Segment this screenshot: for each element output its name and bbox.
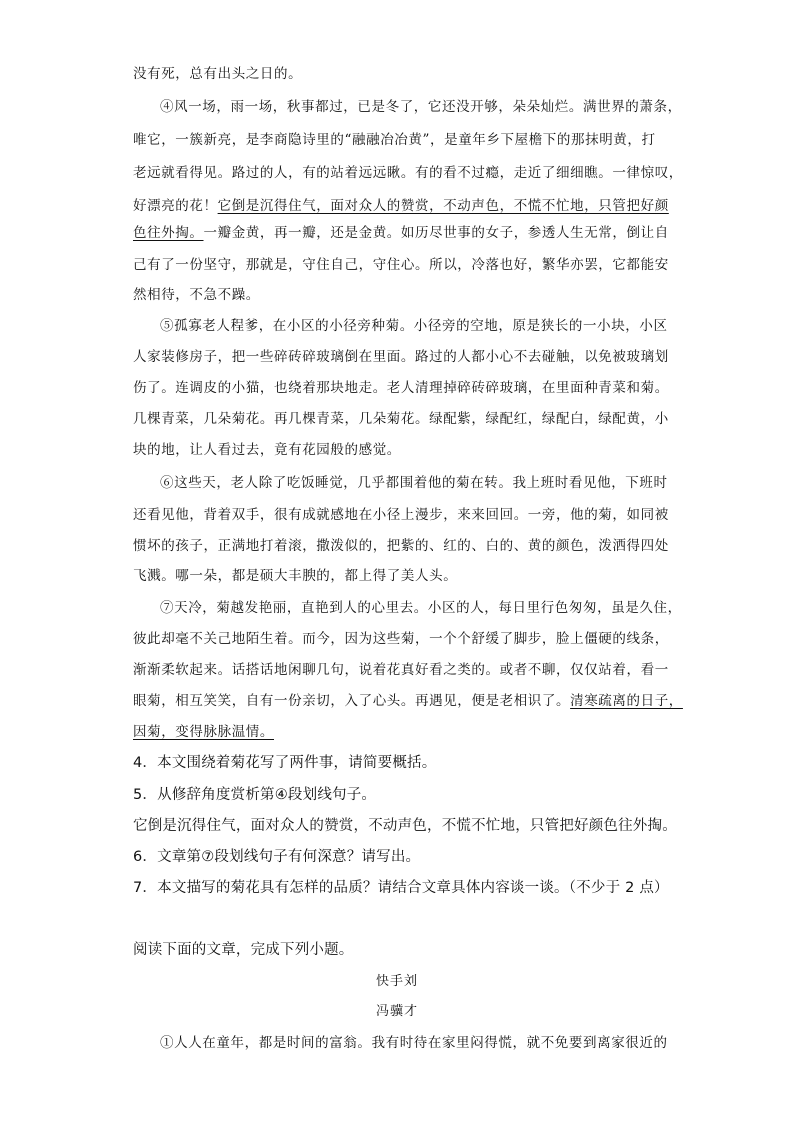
passage-line: 块的地，让人看过去，竟有花园般的感觉。	[133, 442, 401, 458]
passage-line: 彼此却毫不关己地陌生着。而今，因为这些菊，一个个舒缓了脚步，脸上僵硬的线条，	[133, 631, 669, 647]
underlined-sentence-para4-end: 色往外掏。	[133, 225, 204, 241]
passage-line: 渐渐柔软起来。话搭话地闲聊几句，说着花真好看之类的。或者不聊，仅仅站着，看一	[133, 662, 669, 678]
question-7: 7．本文描写的菊花具有怎样的品质？请结合文章具体内容谈一谈。（不少于 2 点）	[133, 880, 669, 896]
passage-text: 一瓣金黄，再一瓣，还是金黄。如历尽世事的女子，参透人生无常，倒让自	[203, 225, 669, 241]
question-5-quote: 它倒是沉得住气，面对众人的赞赏，不动声色，不慌不忙地，只管把好颜色往外掏。	[133, 818, 677, 834]
question-4: 4．本文围绕着菊花写了两件事，请简要概括。	[133, 755, 437, 771]
section-instruction: 阅读下面的文章，完成下列小题。	[133, 942, 354, 958]
passage-line: 没有死，总有出头之日的。	[133, 66, 303, 82]
passage-line: 伤了。连调皮的小猫，也绕着那块地走。老人清理掉碎砖碎玻璃，在里面种青菜和菊。	[133, 380, 669, 396]
passage-line: 人家装修房子，把一些碎砖碎玻璃倒在里面。路过的人都小心不去碰触，以免被玻璃划	[133, 349, 669, 365]
passage-line: ⑥这些天，老人除了吃饭睡觉，几乎都围着他的菊在转。我上班时看见他，下班时	[160, 475, 668, 491]
passage-line	[133, 691, 683, 711]
passage-line: ⑦天冷，菊越发艳丽，直艳到人的心里去。小区的人，每日里行色匆匆，虽是久住，	[160, 600, 682, 616]
article-author: 冯骥才	[375, 1004, 418, 1019]
passage-line: 己有了一份坚守，那就是，守住自己，守住心。所以，冷落也好，繁华亦罢，它都能安	[133, 257, 669, 273]
passage-line	[133, 196, 669, 216]
passage-line: ⑤孤寡老人程爹，在小区的小径旁种菊。小径旁的空地，原是狭长的一小块，小区	[160, 318, 668, 334]
question-6: 6．文章第⑦段划线句子有何深意？请写出。	[133, 849, 421, 865]
passage-line: 老远就看得见。路过的人，有的站着远远瞅。有的看不过瘾，走近了细细瞧。一律惊叹，	[133, 165, 683, 181]
article-title: 快手刘	[375, 974, 418, 989]
underlined-sentence-para7-end: 因菊，变得脉脉温情。	[133, 724, 274, 740]
passage-line: ①人人在童年，都是时间的富翁。我有时待在家里闷得慌，就不免要到离家很近的	[160, 1035, 668, 1051]
underlined-sentence-para4: 它倒是沉得住气，面对众人的赞赏，不动声色，不慌不忙地，只管把好颜	[217, 198, 669, 214]
passage-line: 飞溅。哪一朵，都是硕大丰腴的，都上得了美人头。	[133, 568, 458, 584]
passage-line: 惯坏的孩子，正满地打着滚，撒泼似的，把紫的、红的、白的、黄的颜色，泼洒得四处	[133, 538, 669, 554]
passage-text: 好漂亮的花！	[133, 198, 218, 214]
passage-line: 唯它，一簇新亮，是李商隐诗里的“融融冶冶黄”，是童年乡下屋檐下的那抹明黄，打	[133, 132, 656, 148]
passage-line: 然相待，不急不躁。	[133, 287, 260, 303]
passage-text: 眼菊，相互笑笑，自有一份亲切，入了心头。再遇见，便是老相识了。	[133, 693, 571, 709]
passage-line: ④风一场，雨一场，秋事都过，已是冬了，它还没开够，朵朵灿烂。满世界的萧条，	[160, 99, 682, 115]
underlined-sentence-para7: 清寒疏离的日子，	[570, 693, 683, 709]
question-5: 5．从修辞角度赏析第④段划线句子。	[133, 787, 377, 803]
passage-line	[133, 223, 669, 243]
passage-line	[133, 722, 663, 742]
passage-line: 几棵青菜，几朵菊花。再几棵青菜，几朵菊花。绿配紫，绿配红，绿配白，绿配黄，小	[133, 411, 669, 427]
passage-line: 还看见他，背着双手，很有成就感地在小径上漫步，来来回回。一旁，他的菊，如同被	[133, 507, 669, 523]
